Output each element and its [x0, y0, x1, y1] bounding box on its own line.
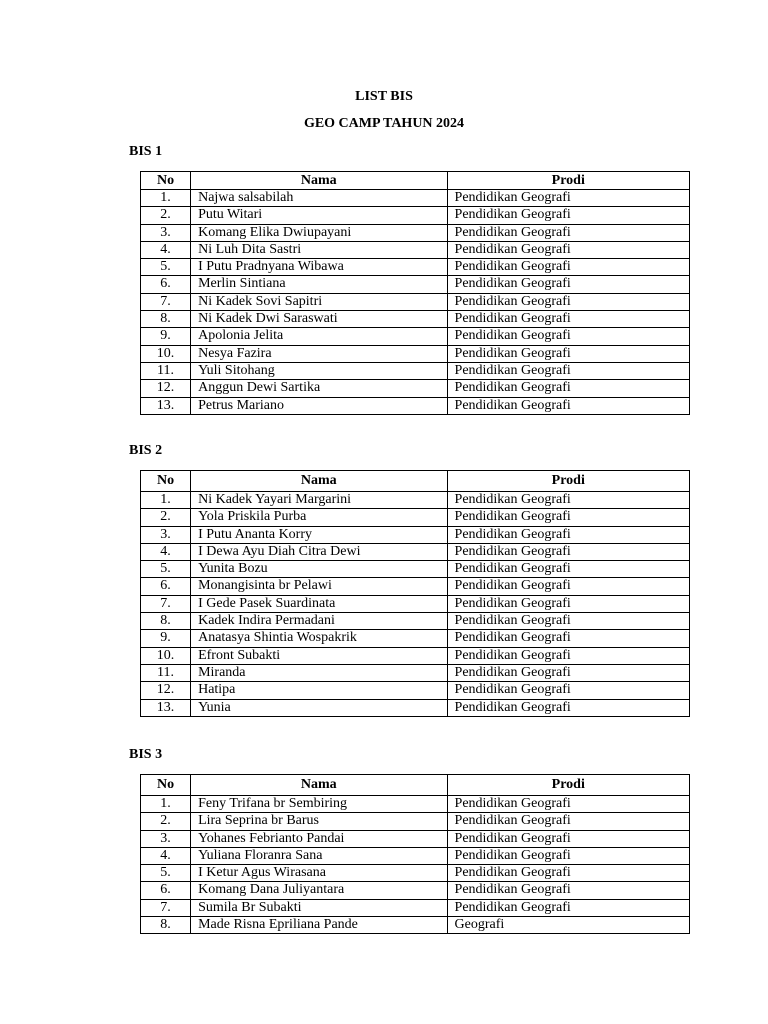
study-program: Pendidikan Geografi: [447, 847, 689, 864]
study-program: Pendidikan Geografi: [447, 345, 689, 362]
table-row: [141, 561, 690, 578]
student-name: Anggun Dewi Sartika: [191, 380, 447, 397]
study-program: Pendidikan Geografi: [447, 293, 689, 310]
student-name: Merlin Sintiana: [191, 276, 447, 293]
bus-2-table: [140, 470, 690, 717]
row-number: 13.: [141, 699, 191, 716]
study-program: Pendidikan Geografi: [447, 813, 689, 830]
student-name: Komang Dana Juliyantara: [191, 882, 447, 899]
row-number: 1.: [141, 492, 191, 509]
study-program: Pendidikan Geografi: [447, 682, 689, 699]
table-row: [141, 397, 690, 414]
table-row: [141, 509, 690, 526]
study-program: Pendidikan Geografi: [447, 259, 689, 276]
row-number: 8.: [141, 311, 191, 328]
row-number: 3.: [141, 526, 191, 543]
table-row: [141, 613, 690, 630]
study-program: Pendidikan Geografi: [447, 328, 689, 345]
row-number: 11.: [141, 664, 191, 681]
row-number: 8.: [141, 917, 191, 934]
row-number: 9.: [141, 630, 191, 647]
student-name: Yunita Bozu: [191, 561, 447, 578]
table-row: [141, 899, 690, 916]
row-number: 5.: [141, 561, 191, 578]
table-row: [141, 796, 690, 813]
table-row: [141, 526, 690, 543]
student-name: Ni Luh Dita Sastri: [191, 241, 447, 258]
table-row: [141, 293, 690, 310]
student-name: Monangisinta br Pelawi: [191, 578, 447, 595]
student-name: Putu Witari: [191, 207, 447, 224]
study-program: Pendidikan Geografi: [447, 492, 689, 509]
study-program: Pendidikan Geografi: [447, 509, 689, 526]
row-number: 12.: [141, 380, 191, 397]
table-row: [141, 259, 690, 276]
student-name: Efront Subakti: [191, 647, 447, 664]
study-program: Pendidikan Geografi: [447, 630, 689, 647]
student-name: Komang Elika Dwiupayani: [191, 224, 447, 241]
bus-1-table: [140, 171, 690, 415]
row-number: 5.: [141, 865, 191, 882]
row-number: 10.: [141, 345, 191, 362]
study-program: Pendidikan Geografi: [447, 190, 689, 207]
table-row: [141, 207, 690, 224]
student-name: Najwa salsabilah: [191, 190, 447, 207]
student-name: Miranda: [191, 664, 447, 681]
student-name: Ni Kadek Dwi Saraswati: [191, 311, 447, 328]
table-row: [141, 917, 690, 934]
student-name: I Putu Pradnyana Wibawa: [191, 259, 447, 276]
study-program: Pendidikan Geografi: [447, 613, 689, 630]
study-program: Pendidikan Geografi: [447, 543, 689, 560]
row-number: 6.: [141, 578, 191, 595]
column-header-nama: Nama: [191, 471, 447, 492]
student-name: Sumila Br Subakti: [191, 899, 447, 916]
row-number: 4.: [141, 847, 191, 864]
study-program: Pendidikan Geografi: [447, 380, 689, 397]
study-program: Pendidikan Geografi: [447, 311, 689, 328]
row-number: 3.: [141, 224, 191, 241]
student-name: Ni Kadek Sovi Sapitri: [191, 293, 447, 310]
row-number: 7.: [141, 595, 191, 612]
column-header-nama: Nama: [191, 172, 447, 190]
student-name: Anatasya Shintia Wospakrik: [191, 630, 447, 647]
row-number: 2.: [141, 813, 191, 830]
study-program: Pendidikan Geografi: [447, 882, 689, 899]
column-header-nama: Nama: [191, 775, 447, 796]
table-row: [141, 865, 690, 882]
column-header-prodi: Prodi: [447, 471, 689, 492]
column-header-prodi: Prodi: [447, 172, 689, 190]
table-row: [141, 699, 690, 716]
table-row: [141, 595, 690, 612]
table-row: [141, 328, 690, 345]
table-row: [141, 543, 690, 560]
study-program: Pendidikan Geografi: [447, 276, 689, 293]
column-header-no: No: [141, 775, 191, 796]
row-number: 1.: [141, 796, 191, 813]
table-row: [141, 276, 690, 293]
student-name: Yunia: [191, 699, 447, 716]
row-number: 7.: [141, 293, 191, 310]
table-row: [141, 311, 690, 328]
table-row: [141, 882, 690, 899]
table-row: [141, 647, 690, 664]
study-program: Pendidikan Geografi: [447, 561, 689, 578]
student-name: Yohanes Febrianto Pandai: [191, 830, 447, 847]
study-program: Geografi: [447, 917, 689, 934]
student-name: Petrus Mariano: [191, 397, 447, 414]
student-name: Ni Kadek Yayari Margarini: [191, 492, 447, 509]
row-number: 6.: [141, 276, 191, 293]
student-name: I Putu Ananta Korry: [191, 526, 447, 543]
table-header-row: [141, 172, 690, 190]
row-number: 4.: [141, 241, 191, 258]
study-program: Pendidikan Geografi: [447, 526, 689, 543]
student-name: Feny Trifana br Sembiring: [191, 796, 447, 813]
student-name: Hatipa: [191, 682, 447, 699]
study-program: Pendidikan Geografi: [447, 865, 689, 882]
study-program: Pendidikan Geografi: [447, 241, 689, 258]
row-number: 11.: [141, 362, 191, 379]
table-row: [141, 492, 690, 509]
row-number: 7.: [141, 899, 191, 916]
row-number: 13.: [141, 397, 191, 414]
student-name: I Gede Pasek Suardinata: [191, 595, 447, 612]
student-name: I Ketur Agus Wirasana: [191, 865, 447, 882]
row-number: 2.: [141, 207, 191, 224]
study-program: Pendidikan Geografi: [447, 830, 689, 847]
table-row: [141, 241, 690, 258]
row-number: 3.: [141, 830, 191, 847]
table-row: [141, 224, 690, 241]
study-program: Pendidikan Geografi: [447, 397, 689, 414]
study-program: Pendidikan Geografi: [447, 224, 689, 241]
student-name: Kadek Indira Permadani: [191, 613, 447, 630]
study-program: Pendidikan Geografi: [447, 207, 689, 224]
bus-2-heading: BIS 2: [129, 443, 163, 458]
student-name: Lira Seprina br Barus: [191, 813, 447, 830]
table-row: [141, 362, 690, 379]
study-program: Pendidikan Geografi: [447, 664, 689, 681]
study-program: Pendidikan Geografi: [447, 595, 689, 612]
column-header-no: No: [141, 172, 191, 190]
student-name: I Dewa Ayu Diah Citra Dewi: [191, 543, 447, 560]
row-number: 9.: [141, 328, 191, 345]
row-number: 8.: [141, 613, 191, 630]
student-name: Yola Priskila Purba: [191, 509, 447, 526]
table-row: [141, 345, 690, 362]
study-program: Pendidikan Geografi: [447, 699, 689, 716]
student-name: Made Risna Epriliana Pande: [191, 917, 447, 934]
bus-3-table: [140, 774, 690, 934]
row-number: 4.: [141, 543, 191, 560]
row-number: 1.: [141, 190, 191, 207]
document-subtitle: GEO CAMP TAHUN 2024: [303, 116, 465, 131]
row-number: 5.: [141, 259, 191, 276]
row-number: 12.: [141, 682, 191, 699]
row-number: 6.: [141, 882, 191, 899]
column-header-no: No: [141, 471, 191, 492]
table-row: [141, 830, 690, 847]
row-number: 2.: [141, 509, 191, 526]
student-name: Yuli Sitohang: [191, 362, 447, 379]
study-program: Pendidikan Geografi: [447, 578, 689, 595]
table-row: [141, 813, 690, 830]
study-program: Pendidikan Geografi: [447, 796, 689, 813]
table-row: [141, 682, 690, 699]
table-header-row: [141, 775, 690, 796]
study-program: Pendidikan Geografi: [447, 647, 689, 664]
table-row: [141, 578, 690, 595]
study-program: Pendidikan Geografi: [447, 899, 689, 916]
student-name: Yuliana Floranra Sana: [191, 847, 447, 864]
document-title: LIST BIS: [355, 89, 413, 104]
column-header-prodi: Prodi: [447, 775, 689, 796]
student-name: Apolonia Jelita: [191, 328, 447, 345]
table-header-row: [141, 471, 690, 492]
table-row: [141, 190, 690, 207]
row-number: 10.: [141, 647, 191, 664]
bus-3-heading: BIS 3: [129, 747, 163, 762]
study-program: Pendidikan Geografi: [447, 362, 689, 379]
table-row: [141, 847, 690, 864]
table-row: [141, 380, 690, 397]
bus-1-heading: BIS 1: [129, 144, 163, 159]
table-row: [141, 664, 690, 681]
table-row: [141, 630, 690, 647]
student-name: Nesya Fazira: [191, 345, 447, 362]
